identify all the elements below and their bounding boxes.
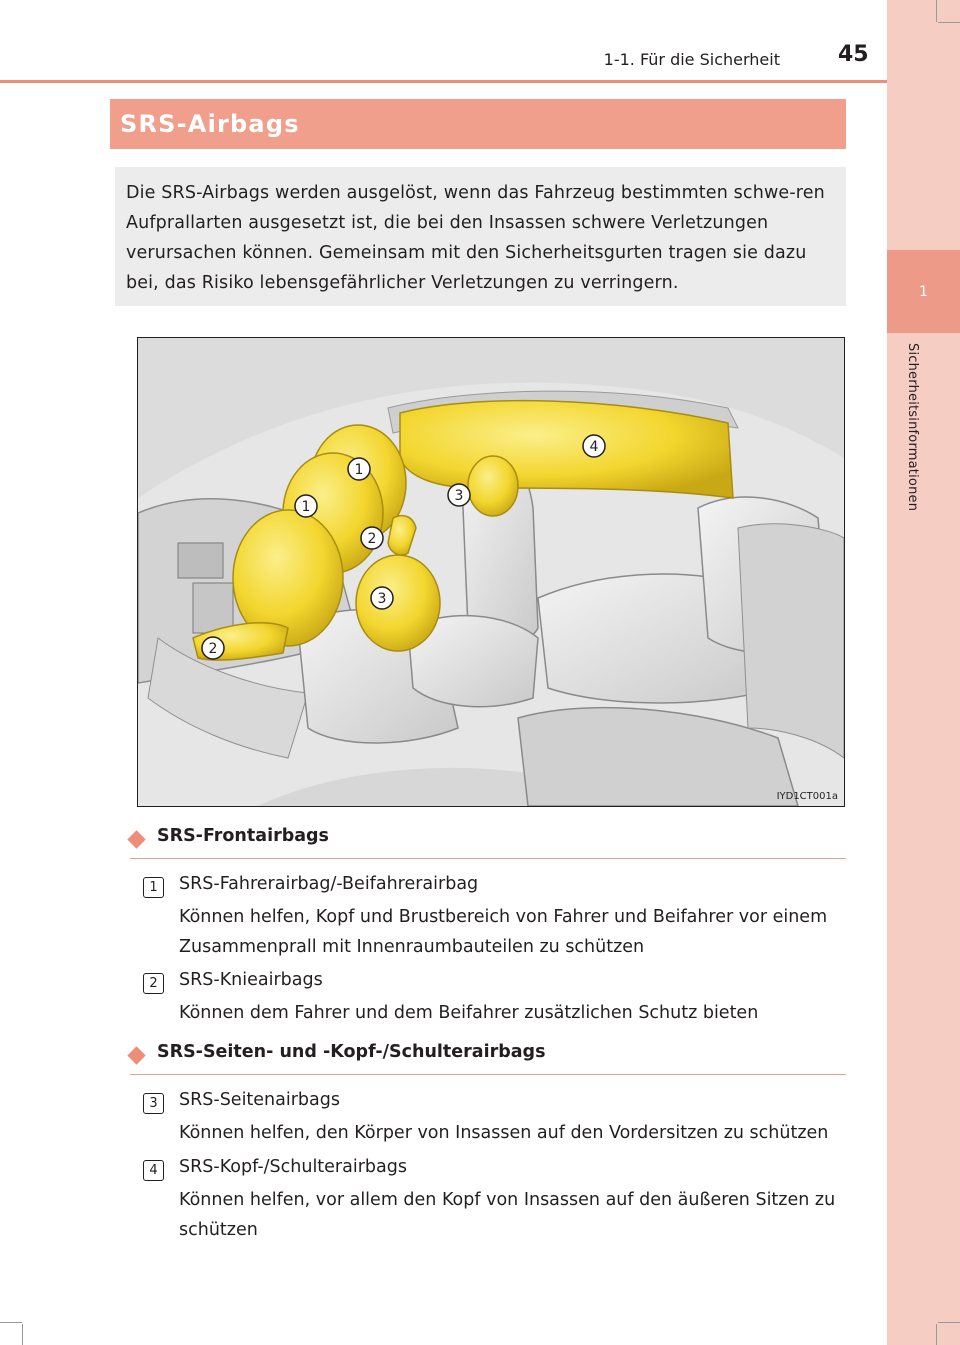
crop-mark [938, 22, 960, 23]
section-title: SRS-Frontairbags [157, 826, 329, 846]
item-description: Können helfen, den Körper von Insassen auf den Vordersitzen zu schützen [179, 1123, 829, 1143]
item-number-badge: 2 [143, 973, 164, 994]
callout-1-upper [348, 458, 370, 480]
intro-box [115, 167, 846, 306]
callout-4 [583, 435, 605, 457]
callout-label: 2 [208, 641, 218, 657]
chapter-tab-strip [887, 0, 960, 1345]
running-header: 1-1. Für die Sicherheit [603, 50, 780, 69]
item-number-badge: 1 [143, 877, 164, 898]
section-heading-frontairbags [130, 826, 846, 859]
item-description: Können helfen, Kopf und Brustbereich von Fahrer und Beifahrer vor einem Zusammenprall mit Innenraumbauteilen zu schützen [179, 907, 828, 957]
item-description: Können helfen, vor allem den Kopf von Insassen auf den äußeren Sitzen zu schützen [179, 1190, 836, 1240]
chapter-number: 1 [919, 283, 928, 300]
section-title-bar [110, 99, 846, 149]
figure-code: IYD1CT001a [776, 791, 838, 802]
item-title: SRS-Kopf-/Schulterairbags [179, 1157, 407, 1177]
page-title: SRS-Airbags [120, 110, 300, 138]
callout-label: 3 [454, 488, 464, 504]
callout-2-lower [202, 637, 224, 659]
crop-mark [938, 1322, 960, 1323]
page-number: 45 [838, 42, 869, 67]
diamond-bullet-icon [127, 830, 145, 848]
header-rule [0, 80, 887, 83]
callout-3-upper [448, 484, 470, 506]
item-number-badge: 3 [143, 1093, 164, 1114]
airbag-illustration [137, 337, 845, 807]
callout-2-upper [361, 527, 383, 549]
item-title: SRS-Fahrerairbag/-Beifahrerairbag [179, 874, 479, 894]
callout-label: 3 [377, 591, 387, 607]
car-interior-drawing [138, 338, 844, 806]
item-number-badge: 4 [143, 1160, 164, 1181]
item-description: Können dem Fahrer und dem Beifahrer zusätzlichen Schutz bieten [179, 1003, 759, 1023]
item-title: SRS-Seitenairbags [179, 1090, 340, 1110]
callout-label: 2 [367, 531, 377, 547]
crop-mark [936, 1324, 937, 1345]
diamond-bullet-icon [127, 1046, 145, 1064]
callout-label: 1 [301, 499, 311, 515]
crop-mark [22, 1324, 23, 1345]
callout-label: 1 [354, 462, 364, 478]
chapter-title: Sicherheitsinformationen [905, 343, 920, 512]
intro-text: Die SRS-Airbags werden ausgelöst, wenn das Fahrzeug bestimmten schwe-ren Aufprallarten ausgesetzt ist, die bei den Insassen schwere Verletzungen verursachen können. Gemeinsam mit den Sicherheitsgurten tragen sie dazu bei, das Risiko lebensgefährlicher Verletzungen zu verringern. [126, 183, 825, 293]
chapter-tab[interactable] [887, 250, 960, 333]
crop-mark [936, 0, 937, 22]
crop-mark [0, 1322, 22, 1323]
section-title: SRS-Seiten- und -Kopf-/Schulterairbags [157, 1042, 546, 1062]
callout-1-lower [295, 495, 317, 517]
item-title: SRS-Knieairbags [179, 970, 323, 990]
callout-label: 4 [589, 439, 599, 455]
section-heading-seitenairbags [130, 1042, 846, 1075]
callout-3-lower [371, 587, 393, 609]
